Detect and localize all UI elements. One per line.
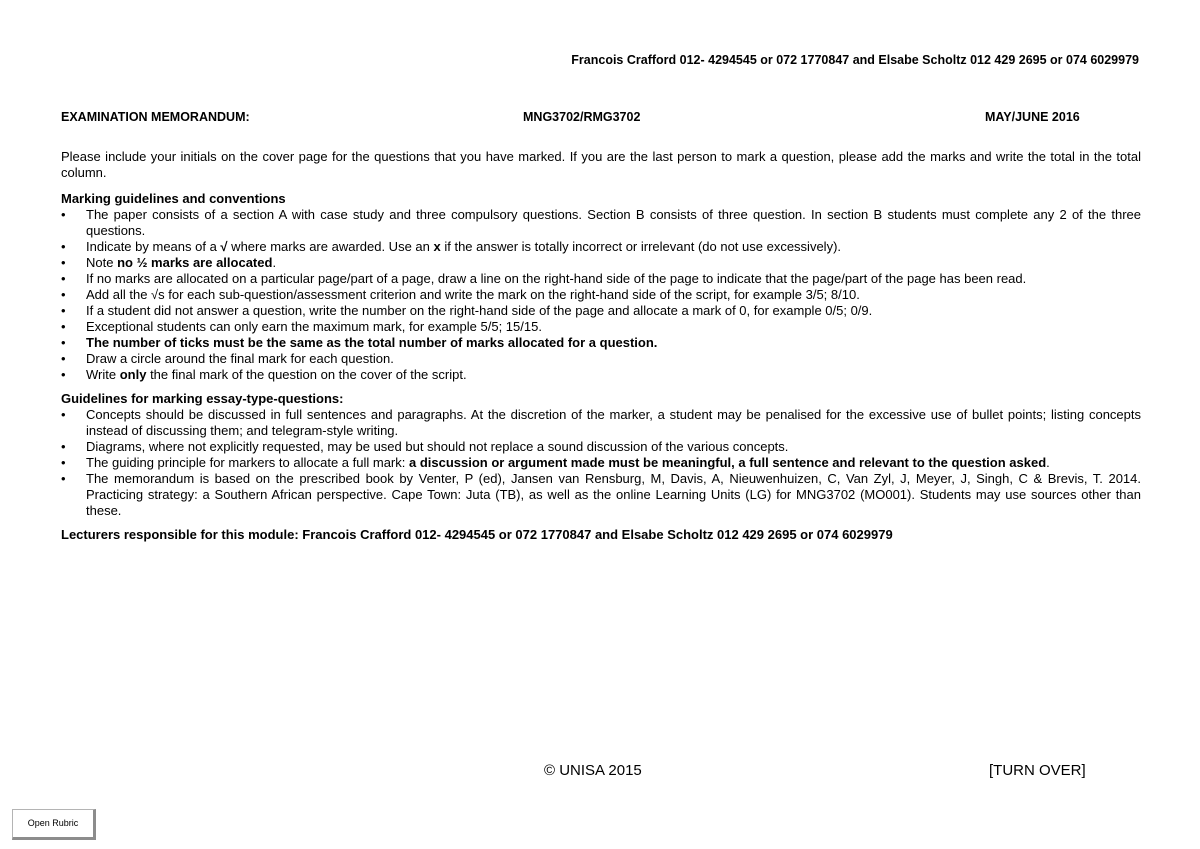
exam-title: EXAMINATION MEMORANDUM: bbox=[61, 110, 250, 124]
list-item: • Indicate by means of a √ where marks are awarded. Use an x if the answer is totally incorrect or irrelevant (do not use excessively). bbox=[61, 239, 1141, 255]
lecturers-responsible: Lecturers responsible for this module: Francois Crafford 012- 4294545 or 072 1770847 and Elsabe Scholtz 012 429 2695 or 074 6029979 bbox=[61, 527, 893, 542]
list-item: • Concepts should be discussed in full sentences and paragraphs. At the discretion of the marker, a student may be penalised for the excessive use of bullet points; listing concepts instead of discussing them; and telegram-style writing. bbox=[61, 407, 1141, 439]
exam-code: MNG3702/RMG3702 bbox=[523, 110, 641, 124]
list-item: • If a student did not answer a question, write the number on the right-hand side of the page and allocate a mark of 0, for example 0/5; 0/9. bbox=[61, 303, 1141, 319]
header-contact: Francois Crafford 012- 4294545 or 072 1770847 and Elsabe Scholtz 012 429 2695 or 074 6029979 bbox=[571, 53, 1139, 67]
list-item: • Diagrams, where not explicitly requested, may be used but should not replace a sound discussion of the various concepts. bbox=[61, 439, 1141, 455]
intro-paragraph: Please include your initials on the cover page for the questions that you have marked. If you are the last person to mark a question, please add the marks and write the total in the total column. bbox=[61, 149, 1141, 180]
footer-turn-over: [TURN OVER] bbox=[989, 762, 1086, 779]
list-item: • The number of ticks must be the same as the total number of marks allocated for a question. bbox=[61, 335, 1141, 351]
list-item: • The guiding principle for markers to allocate a full mark: a discussion or argument made must be meaningful, a full sentence and relevant to the question asked. bbox=[61, 455, 1141, 471]
list-item: • Add all the √s for each sub-question/assessment criterion and write the mark on the right-hand side of the script, for example 3/5; 8/10. bbox=[61, 287, 1141, 303]
exam-date: MAY/JUNE 2016 bbox=[985, 110, 1080, 124]
list-item: • If no marks are allocated on a particular page/part of a page, draw a line on the right-hand side of the page to indicate that the page/part of the page has been read. bbox=[61, 271, 1141, 287]
footer-copyright: © UNISA 2015 bbox=[544, 762, 642, 779]
essay-guidelines-list bbox=[61, 407, 1141, 519]
list-item: • Exceptional students can only earn the maximum mark, for example 5/5; 15/15. bbox=[61, 319, 1141, 335]
list-item: • Note no ½ marks are allocated. bbox=[61, 255, 1141, 271]
marking-guidelines-list bbox=[61, 207, 1141, 383]
essay-guidelines-heading: Guidelines for marking essay-type-questions: bbox=[61, 391, 344, 406]
list-item: • The paper consists of a section A with case study and three compulsory questions. Section B consists of three question. In section B students must complete any 2 of the three questions. bbox=[61, 207, 1141, 239]
marking-guidelines-heading: Marking guidelines and conventions bbox=[61, 191, 286, 206]
list-item: • Write only the final mark of the question on the cover of the script. bbox=[61, 367, 1141, 383]
open-rubric-button[interactable]: Open Rubric bbox=[12, 809, 96, 840]
list-item: • The memorandum is based on the prescribed book by Venter, P (ed), Jansen van Rensburg, M, Davis, A, Nieuwenhuizen, C, Van Zyl, J, Meyer, J, Singh, C & Brevis, T. 2014. Practicing strategy: a Southern African perspective. Cape Town: Juta (TB), as well as the online Learning Units (LG) for MNG3702 (MO001). Students may use sources other than these. bbox=[61, 471, 1141, 519]
tick-symbol: √ bbox=[220, 239, 228, 254]
memo-content bbox=[61, 149, 1141, 556]
list-item: • Draw a circle around the final mark for each question. bbox=[61, 351, 1141, 367]
